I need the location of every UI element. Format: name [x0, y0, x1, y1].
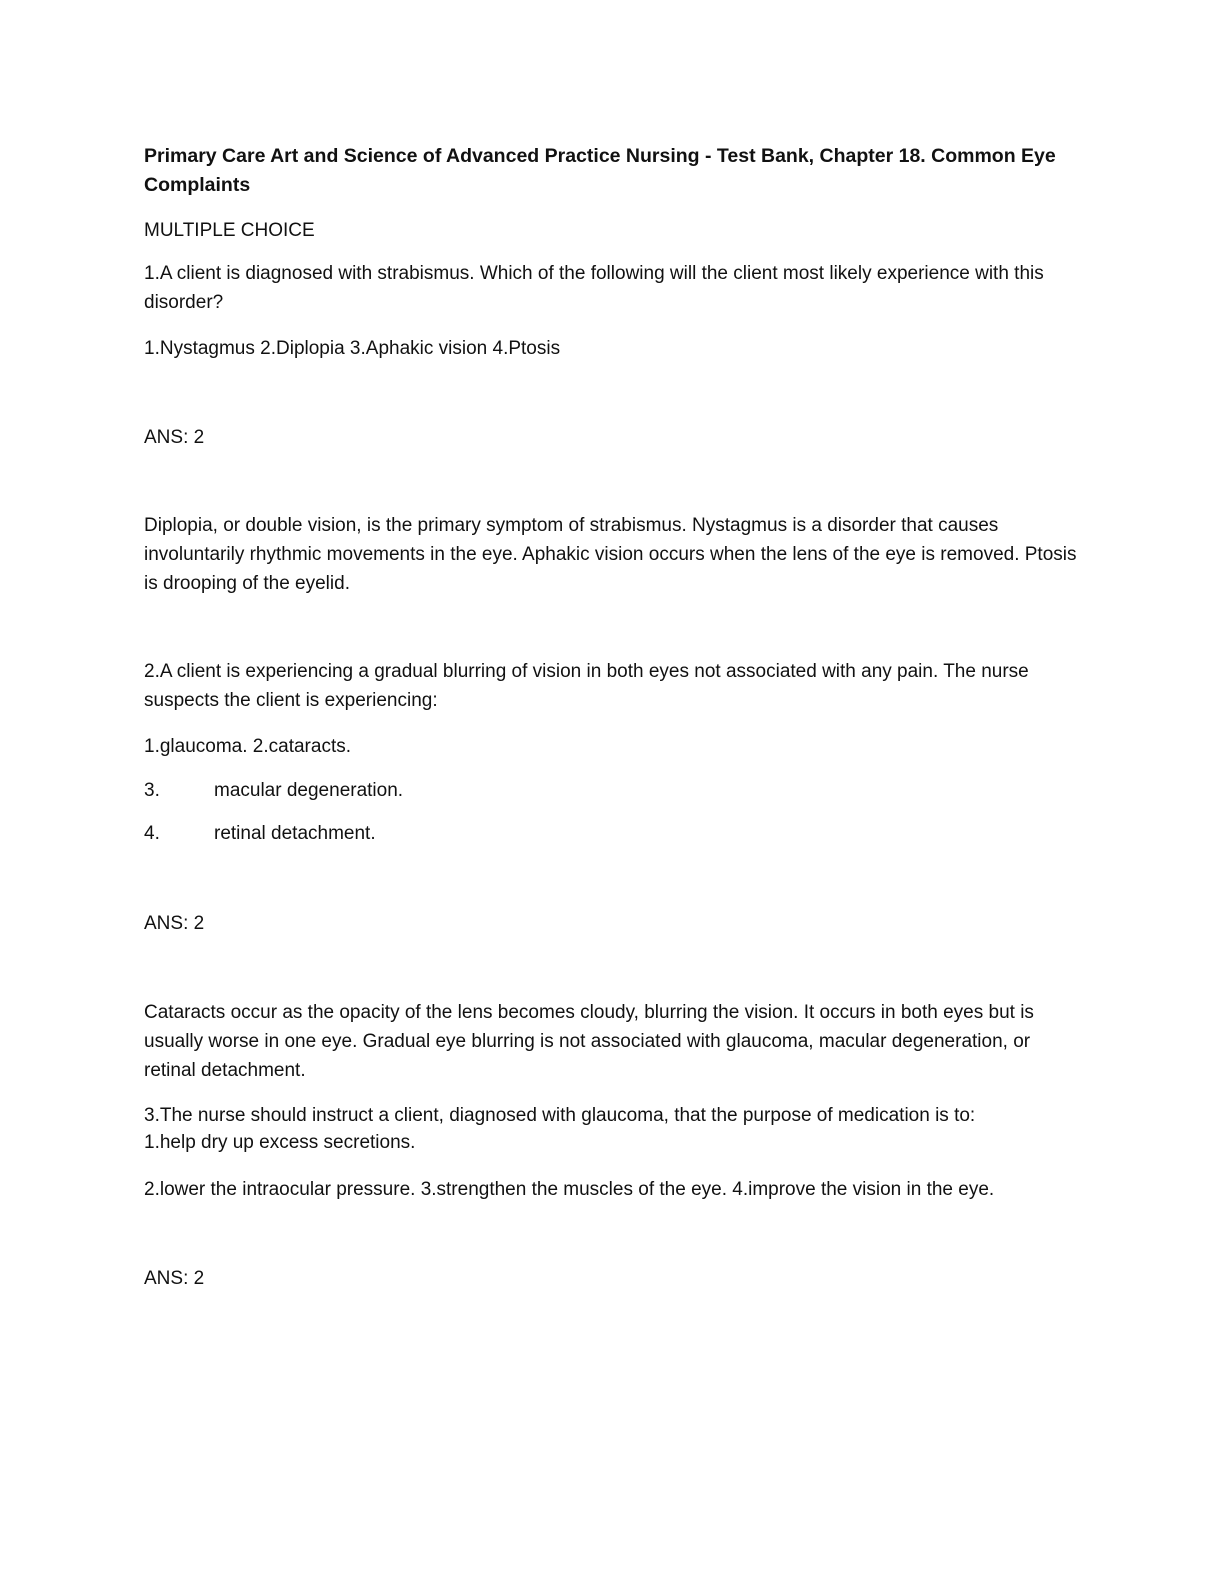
option-text: retinal detachment.: [214, 823, 376, 844]
question-2-rationale: Cataracts occur as the opacity of the lens becomes cloudy, blurring the vision. It occurs in both eyes but is usually worse in one eye. Gradual eye blurring is not associated with glaucoma, macular degeneration, or retinal detachment.: [144, 1002, 1034, 1081]
question-3: 3.The nurse should instruct a client, diagnosed with glaucoma, that the purpose of medication is to:: [144, 1105, 976, 1126]
option-number: 4.: [144, 823, 160, 844]
question-2-options: 1.glaucoma. 2.cataracts.: [144, 736, 351, 757]
question-3-options: 2.lower the intraocular pressure. 3.strengthen the muscles of the eye. 4.improve the vision in the eye.: [144, 1179, 995, 1200]
option-number: 3.: [144, 780, 160, 801]
question-1: 1.A client is diagnosed with strabismus. Which of the following will the client most likely experience with this disorder?: [144, 263, 1044, 313]
question-3-answer: ANS: 2: [144, 1268, 205, 1289]
option-text: macular degeneration.: [214, 780, 404, 801]
question-3-option-1: 1.help dry up excess secretions.: [144, 1132, 416, 1153]
question-1-options: 1.Nystagmus 2.Diplopia 3.Aphakic vision 4.Ptosis: [144, 338, 561, 359]
question-2: 2.A client is experiencing a gradual blurring of vision in both eyes not associated with any pain. The nurse suspects the client is experiencing:: [144, 661, 1029, 711]
question-2-answer: ANS: 2: [144, 913, 205, 934]
question-1-answer: ANS: 2: [144, 427, 205, 448]
document-title: Primary Care Art and Science of Advanced Practice Nursing - Test Bank, Chapter 18. Common Eye Complaints: [144, 145, 1056, 196]
section-heading: MULTIPLE CHOICE: [144, 220, 315, 241]
question-1-rationale: Diplopia, or double vision, is the primary symptom of strabismus. Nystagmus is a disorder that causes involuntarily rhythmic movements in the eye. Aphakic vision occurs when the lens of the eye is removed. Ptosis is drooping of the eyelid.: [144, 515, 1077, 594]
